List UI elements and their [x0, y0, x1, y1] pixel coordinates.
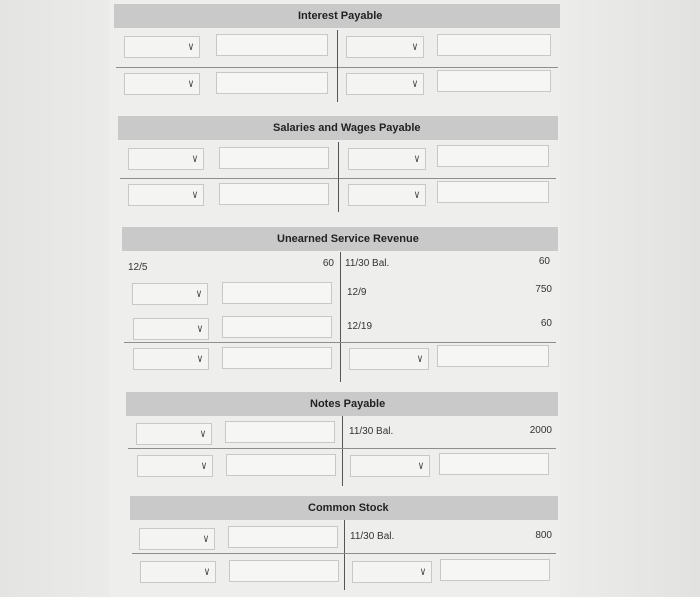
- credit-label: 11/30 Bal.: [349, 426, 394, 437]
- debit-date-select[interactable]: [137, 455, 213, 477]
- chevron-down-icon: ∨: [195, 288, 203, 300]
- debit-date-select[interactable]: [124, 73, 200, 95]
- credit-label: 12/9: [347, 287, 367, 298]
- account-title: Common Stock: [308, 502, 389, 514]
- credit-date-select[interactable]: [348, 148, 426, 170]
- chevron-down-icon: ∨: [411, 78, 419, 90]
- chevron-down-icon: ∨: [187, 78, 195, 90]
- debit-date-select[interactable]: [133, 348, 209, 370]
- debit-date-select[interactable]: [128, 148, 204, 170]
- account-header: [118, 116, 558, 140]
- debit-date-select[interactable]: [132, 283, 208, 305]
- credit-amount-input[interactable]: [437, 345, 549, 367]
- debit-amount-input[interactable]: [216, 72, 328, 94]
- chevron-down-icon: ∨: [413, 153, 421, 165]
- t-account-divider: [338, 142, 339, 212]
- t-account-divider: [337, 30, 338, 102]
- chevron-down-icon: ∨: [417, 460, 425, 472]
- debit-amount-input[interactable]: [219, 147, 329, 169]
- chevron-down-icon: ∨: [419, 566, 427, 578]
- background-right: [560, 0, 700, 597]
- chevron-down-icon: ∨: [411, 41, 419, 53]
- credit-date-select[interactable]: [350, 455, 430, 477]
- chevron-down-icon: ∨: [196, 323, 204, 335]
- chevron-down-icon: ∨: [203, 566, 211, 578]
- background-left: [0, 0, 110, 597]
- account-title: Interest Payable: [298, 10, 383, 22]
- credit-label: 11/30 Bal.: [350, 531, 395, 542]
- debit-date-select[interactable]: [124, 36, 200, 58]
- debit-amount-input[interactable]: [219, 183, 329, 205]
- credit-amount-input[interactable]: [439, 453, 549, 475]
- credit-amount-input[interactable]: [437, 34, 551, 56]
- account-title: Salaries and Wages Payable: [273, 122, 421, 134]
- t-account-divider: [342, 416, 343, 486]
- t-account-divider: [344, 520, 345, 590]
- credit-amount-value: 2000: [529, 425, 552, 436]
- chevron-down-icon: ∨: [196, 353, 204, 365]
- debit-date-select[interactable]: [136, 423, 212, 445]
- debit-amount-value: 60: [322, 258, 334, 269]
- debit-date-select[interactable]: [133, 318, 209, 340]
- chevron-down-icon: ∨: [191, 153, 199, 165]
- debit-amount-input[interactable]: [222, 347, 332, 369]
- debit-amount-input[interactable]: [225, 421, 335, 443]
- t-account-rule: [124, 342, 556, 343]
- credit-date-select[interactable]: [346, 73, 424, 95]
- debit-amount-input[interactable]: [216, 34, 328, 56]
- account-header: [130, 496, 558, 520]
- chevron-down-icon: ∨: [191, 189, 199, 201]
- credit-amount-value: 800: [535, 530, 552, 541]
- credit-amount-value: 60: [538, 256, 550, 267]
- chevron-down-icon: ∨: [199, 428, 207, 440]
- t-account-rule: [132, 553, 556, 554]
- debit-amount-input[interactable]: [226, 454, 336, 476]
- debit-amount-input[interactable]: [222, 316, 332, 338]
- debit-date-select[interactable]: [139, 528, 215, 550]
- debit-date-select[interactable]: [140, 561, 216, 583]
- credit-amount-value: 750: [535, 284, 552, 295]
- chevron-down-icon: ∨: [187, 41, 195, 53]
- credit-amount-input[interactable]: [440, 559, 550, 581]
- t-account-rule: [128, 448, 556, 449]
- debit-amount-input[interactable]: [229, 560, 339, 582]
- credit-date-select[interactable]: [348, 184, 426, 206]
- account-title: Notes Payable: [310, 398, 386, 410]
- credit-date-select[interactable]: [352, 561, 432, 583]
- credit-label: 11/30 Bal.: [345, 258, 390, 269]
- account-header: [126, 392, 558, 416]
- chevron-down-icon: ∨: [416, 353, 424, 365]
- account-title: Unearned Service Revenue: [277, 233, 419, 245]
- account-header: [122, 227, 558, 251]
- credit-date-select[interactable]: [349, 348, 429, 370]
- account-header: [114, 4, 560, 28]
- credit-date-select[interactable]: [346, 36, 424, 58]
- chevron-down-icon: ∨: [413, 189, 421, 201]
- chevron-down-icon: ∨: [202, 533, 210, 545]
- chevron-down-icon: ∨: [200, 460, 208, 472]
- debit-amount-input[interactable]: [222, 282, 332, 304]
- debit-amount-input[interactable]: [228, 526, 338, 548]
- debit-date-label: 12/5: [128, 262, 148, 273]
- credit-amount-input[interactable]: [437, 145, 549, 167]
- debit-date-select[interactable]: [128, 184, 204, 206]
- credit-amount-input[interactable]: [437, 181, 549, 203]
- credit-amount-value: 60: [540, 318, 552, 329]
- t-account-divider: [340, 252, 341, 382]
- credit-amount-input[interactable]: [437, 70, 551, 92]
- credit-label: 12/19: [347, 321, 373, 332]
